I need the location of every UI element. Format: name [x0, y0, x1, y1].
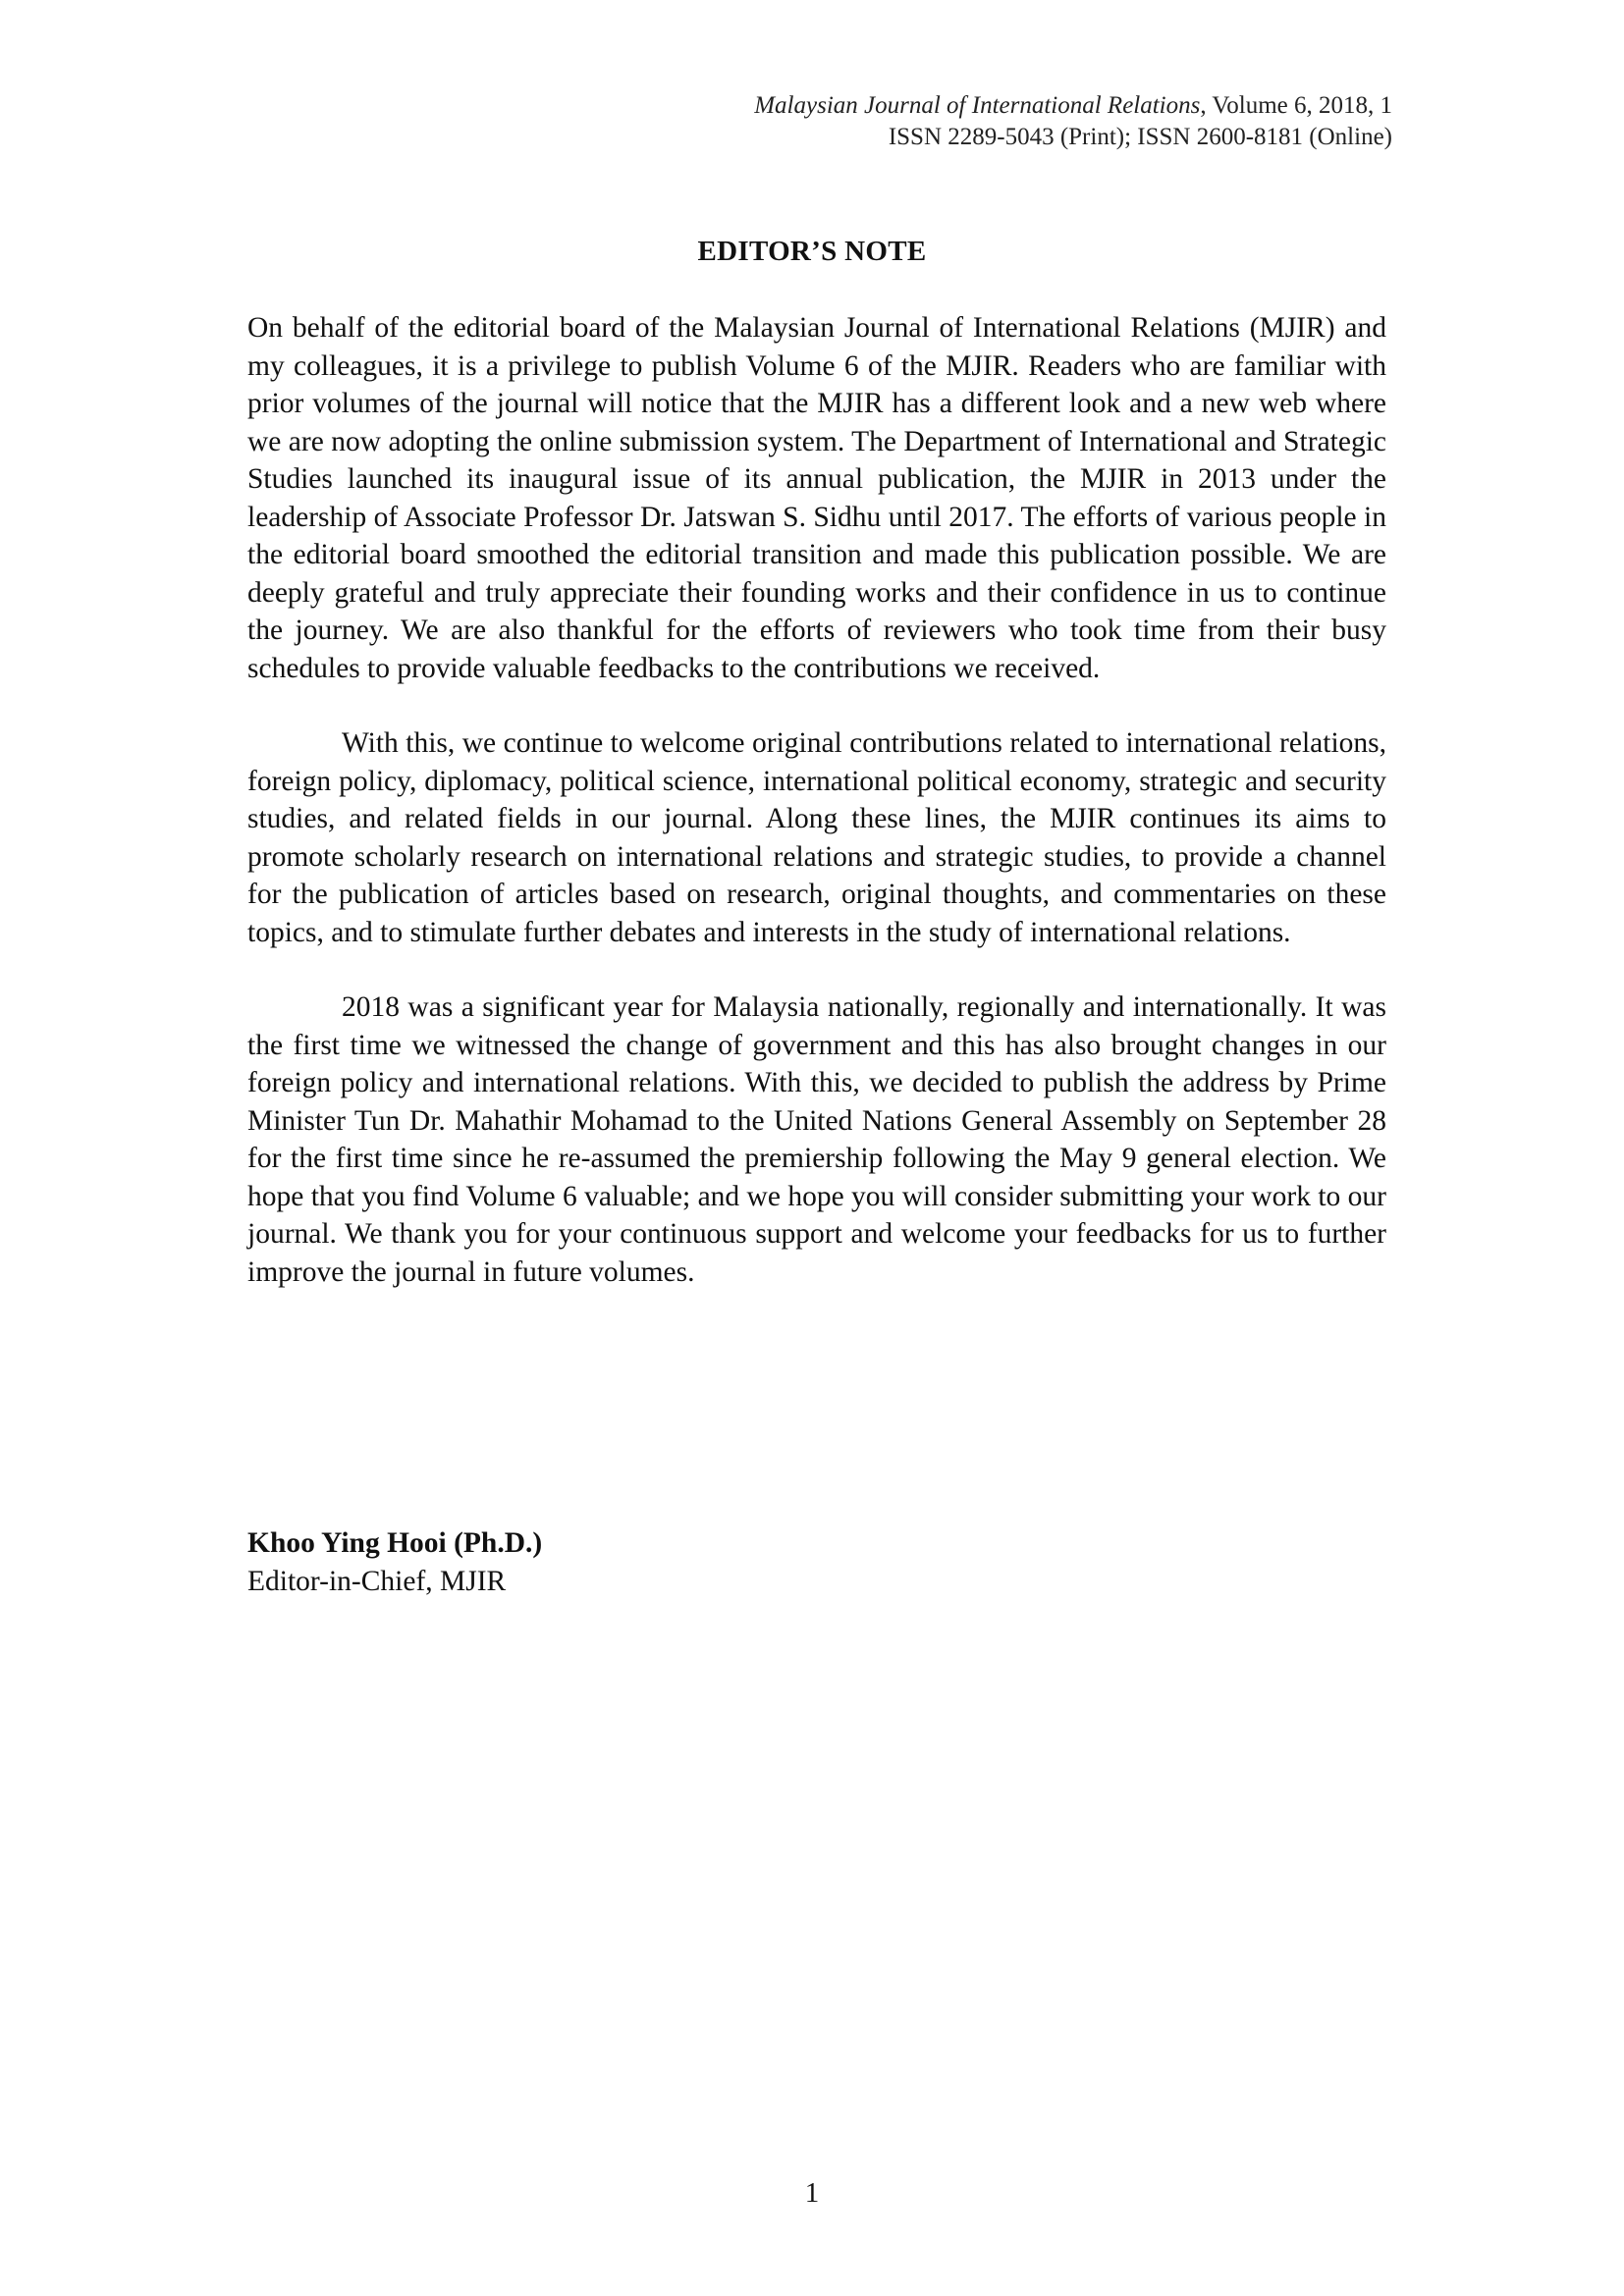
signature-block	[247, 1524, 542, 1601]
paragraph-3: 2018 was a significant year for Malaysia nationally, regionally and internationally. It was the first time we witnessed the change of government and this has also brought changes in our foreign policy and international relations. With this, we decided to publish the address by Prime Minister Tun Dr. Mahathir Mohamad to the United Nations General Assembly on September 28 for the first time since he re-assumed the premiership following the May 9 general election. We hope that you find Volume 6 valuable; and we hope you will consider submitting your work to our journal. We thank you for your continuous support and welcome your feedbacks for us to further improve the journal in future volumes.	[247, 991, 1386, 1288]
issn-line: ISSN 2289-5043 (Print); ISSN 2600-8181 (Online)	[888, 124, 1392, 150]
paragraph-2: With this, we continue to welcome original contributions related to international relations, foreign policy, diplomacy, political science, international political economy, strategic and security studies, and related fields in our journal. Along these lines, the MJIR continues its aims to promote scholarly research on international relations and strategic studies, to provide a channel for the publication of articles based on research, original thoughts, and commentaries on these topics, and to stimulate further debates and interests in the study of international relations.	[247, 727, 1386, 948]
journal-citation-line	[754, 90, 1392, 122]
journal-name: Malaysian Journal of International Relations	[754, 92, 1201, 119]
running-header	[754, 90, 1392, 153]
volume-info: , Volume 6, 2018, 1	[1200, 92, 1392, 119]
paragraph-1: On behalf of the editorial board of the Malaysian Journal of International Relations (MJIR) and my colleagues, it is a privilege to publish Volume 6 of the MJIR. Readers who are familiar with prior volumes of the journal will notice that the MJIR has a different look and a new web where we are now adopting the online submission system. The Department of International and Strategic Studies launched its inaugural issue of its annual publication, the MJIR in 2013 under the leadership of Associate Professor Dr. Jatswan S. Sidhu until 2017. The efforts of various people in the editorial board smoothed the editorial transition and made this publication possible. We are deeply grateful and truly appreciate their founding works and their confidence in us to continue the journey. We are also thankful for the efforts of reviewers who took time from their busy schedules to provide valuable feedbacks to the contributions we received.	[247, 312, 1386, 684]
page-number: 1	[804, 2177, 820, 2209]
signature-name: Khoo Ying Hooi (Ph.D.)	[247, 1527, 543, 1559]
signature-role: Editor-in-Chief, MJIR	[247, 1566, 507, 1597]
page-title: EDITOR’S NOTE	[697, 236, 927, 267]
body-text	[247, 309, 1386, 1328]
